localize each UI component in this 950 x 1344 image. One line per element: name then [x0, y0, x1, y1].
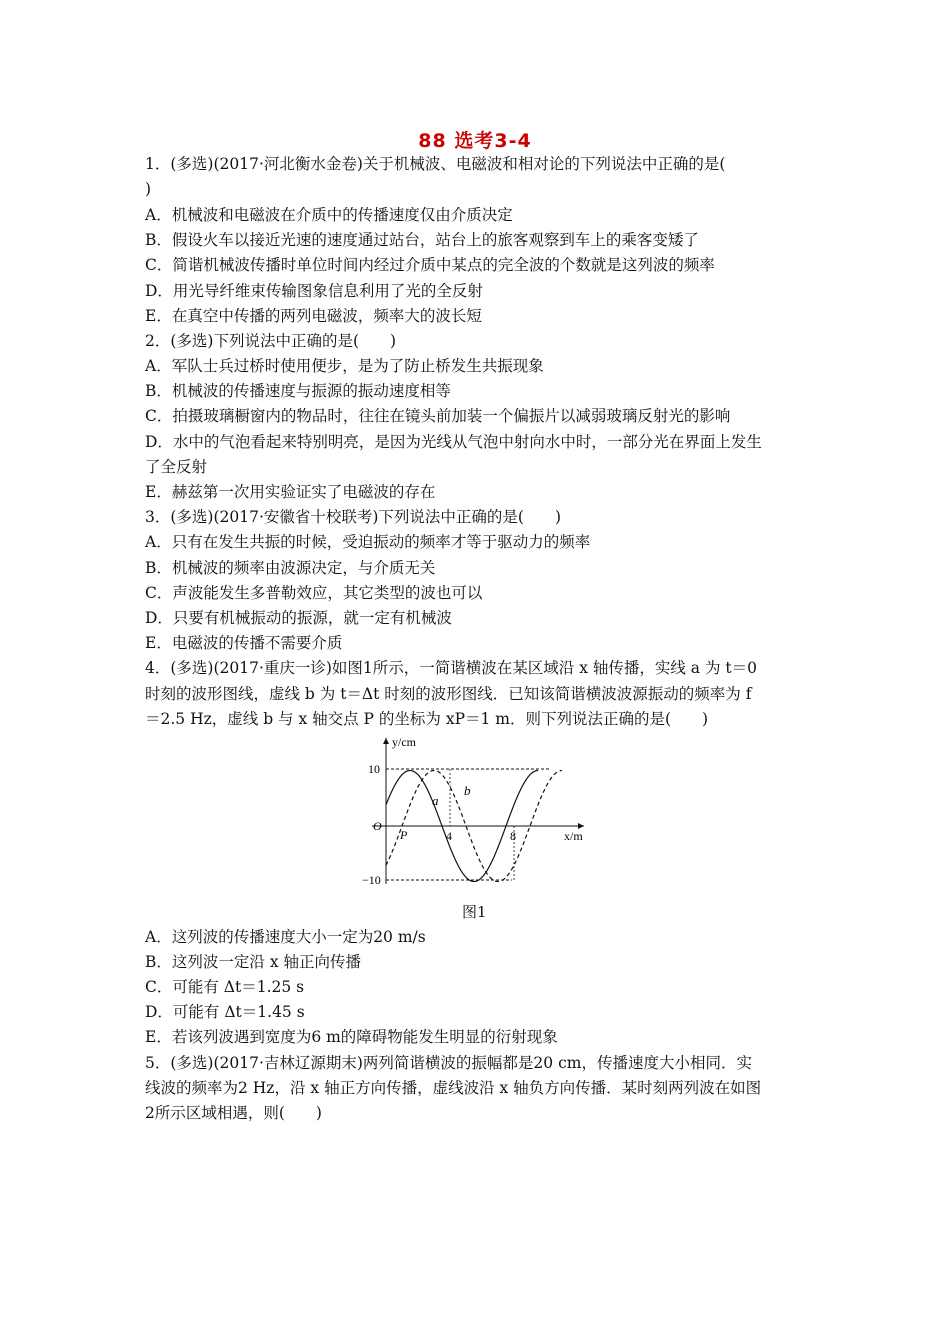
y-tick-minus10: −10	[362, 873, 381, 887]
q5-stem-line1: 5．(多选)(2017·吉林辽源期末)两列简谐横波的振幅都是20 cm，传播速度大小相同．实	[145, 1054, 752, 1072]
x-tick-8: 8	[510, 829, 516, 843]
figure-caption: 图1	[462, 903, 487, 921]
x-tick-4: 4	[446, 829, 452, 843]
q1-option-c: C．简谐机械波传播时单位时间内经过介质中某点的完全波的个数就是这列波的频率	[145, 256, 715, 274]
curve-b-label: b	[464, 783, 471, 798]
page-title: 88 选考3-4	[418, 130, 532, 152]
q4-stem-line2: 时刻的波形图线，虚线 b 为 t＝Δt 时刻的波形图线．已知该简谐横波波源振动的频率为 f	[145, 685, 752, 703]
q3-stem: 3．(多选)(2017·安徽省十校联考)下列说法中正确的是( )	[145, 508, 562, 526]
q3-option-c: C．声波能发生多普勒效应，其它类型的波也可以	[145, 584, 483, 602]
q4-option-b: B．这列波一定沿 x 轴正向传播	[145, 953, 361, 971]
q1-option-a: A．机械波和电磁波在介质中的传播速度仅由介质决定	[145, 206, 513, 224]
q4-option-c: C．可能有 Δt＝1.25 s	[145, 978, 305, 996]
q3-option-e: E．电磁波的传播不需要介质	[145, 634, 343, 652]
q5-stem-line3: 2所示区域相遇，则( )	[145, 1104, 322, 1122]
q2-option-a: A．军队士兵过桥时使用便步，是为了防止桥发生共振现象	[145, 357, 544, 375]
q1-option-d: D．用光导纤维束传输图象信息利用了光的全反射	[145, 282, 483, 300]
wave-figure	[362, 732, 602, 892]
q1-stem-line2: )	[145, 180, 152, 198]
q4-option-d: D．可能有 Δt＝1.45 s	[145, 1003, 305, 1021]
q3-option-b: B．机械波的频率由波源决定，与介质无关	[145, 559, 436, 577]
q2-stem: 2．(多选)下列说法中正确的是( )	[145, 332, 397, 350]
q1-option-e: E．在真空中传播的两列电磁波，频率大的波长短	[145, 307, 482, 325]
q1-option-b: B．假设火车以接近光速的速度通过站台，站台上的旅客观察到车上的乘客变矮了	[145, 231, 699, 249]
q2-option-b: B．机械波的传播速度与振源的振动速度相等	[145, 382, 451, 400]
q4-stem-line1: 4．(多选)(2017·重庆一诊)如图1所示，一简谐横波在某区域沿 x 轴传播，实线 a 为 t＝0	[145, 659, 757, 677]
point-p-label: P	[400, 828, 408, 842]
y-axis-label: y/cm	[392, 735, 416, 749]
q2-option-d-line1: D．水中的气泡看起来特别明亮，是因为光线从气泡中射向水中时，一部分光在界面上发生	[145, 433, 762, 451]
y-tick-10: 10	[368, 762, 380, 776]
q4-stem-line3: ＝2.5 Hz，虚线 b 与 x 轴交点 P 的坐标为 xP＝1 m．则下列说法正确的是( )	[145, 710, 709, 728]
q3-option-a: A．只有在发生共振的时候，受迫振动的频率才等于驱动力的频率	[145, 533, 591, 551]
origin-label: O	[373, 819, 382, 833]
q3-option-d: D．只要有机械振动的振源，就一定有机械波	[145, 609, 452, 627]
curve-a-label: a	[432, 793, 439, 808]
q1-stem-line1: 1．(多选)(2017·河北衡水金卷)关于机械波、电磁波和相对论的下列说法中正确的是(	[145, 155, 726, 173]
q2-option-d-line2: 了全反射	[145, 458, 208, 476]
q2-option-e: E．赫兹第一次用实验证实了电磁波的存在	[145, 483, 436, 501]
q5-stem-line2: 线波的频率为2 Hz，沿 x 轴正方向传播，虚线波沿 x 轴负方向传播．某时刻两列波在如图	[145, 1079, 762, 1097]
q2-option-c: C．拍摄玻璃橱窗内的物品时，往往在镜头前加装一个偏振片以减弱玻璃反射光的影响	[145, 407, 731, 425]
q4-option-a: A．这列波的传播速度大小一定为20 m/s	[145, 928, 426, 946]
q4-option-e: E．若该列波遇到宽度为6 m的障碍物能发生明显的衍射现象	[145, 1028, 558, 1046]
x-axis-label: x/m	[564, 829, 583, 843]
